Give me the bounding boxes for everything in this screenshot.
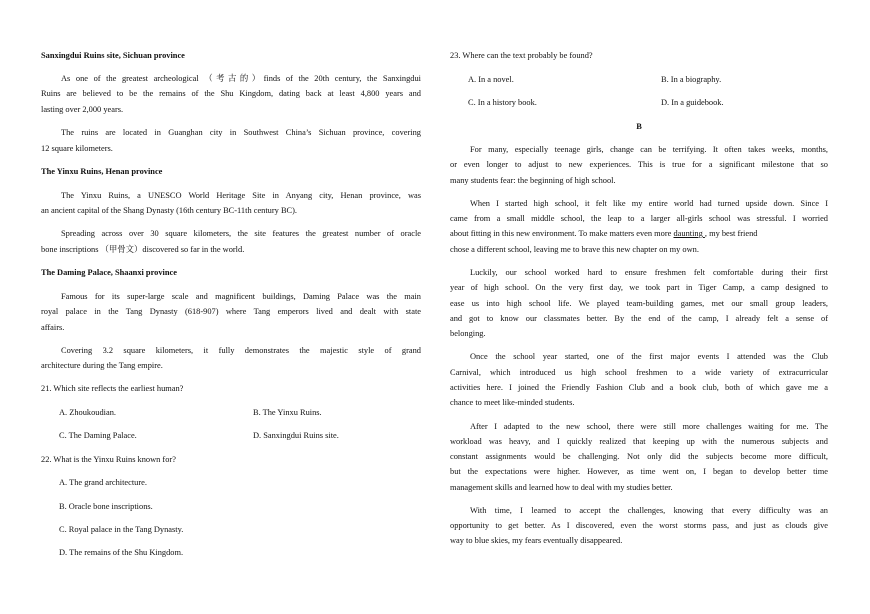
passage-line: opportunity to get better. As I discovered, even the worst storms pass, and just as clouds give [450,521,828,530]
passage-line: year of high school. On the very first day, we took part in Tiger Camp, a camp designed to [450,283,828,292]
question-22-stem: 22. What is the Yinxu Ruins known for? [41,455,176,464]
passage-line: For many, especially teenage girls, change can be terrifying. It often takes weeks, months, [470,145,828,154]
passage-line: chose a different school, leaving me to brave this new chapter on my own. [450,245,699,254]
passage-line: When I started high school, it felt like my entire world had turned upside down. Since I [470,199,828,208]
section-heading-daming: The Daming Palace, Shaanxi province [41,268,177,277]
question-23-option-b[interactable]: B. In a biography. [661,75,722,84]
passage-line: Luckily, our school worked hard to ensure freshmen felt comfortable during their first [470,268,828,277]
passage-line: or even longer to adjust to new experiences. This is true for a significant milestone that so [450,160,828,169]
question-23-option-c[interactable]: C. In a history book. [468,98,537,107]
paragraph-line: architecture during the Tang empire. [41,361,163,370]
passage-text: , my best friend [704,229,758,238]
paragraph-line: 12 square kilometers. [41,144,113,153]
underlined-word-daunting: daunting [673,229,705,238]
paragraph-line: As one of the greatest archeological （考古的）finds of the 20th century, the Sanxingdui [61,74,421,83]
passage-line: management skills and learned how to deal with my studies better. [450,483,673,492]
question-21-option-a[interactable]: A. Zhoukoudian. [59,408,116,417]
passage-line: ease us into high school life. We played team-building games, met our small group leaders, [450,299,828,308]
question-23-option-a[interactable]: A. In a novel. [468,75,514,84]
passage-line: activities here. I joined the Friendly Fashion Club and a book club, both of which gave me a [450,383,828,392]
question-21-option-c[interactable]: C. The Daming Palace. [59,431,137,440]
paragraph-line: The Yinxu Ruins, a UNESCO World Heritage Site in Anyang city, Henan province, was [61,191,421,200]
paragraph-line: Covering 3.2 square kilometers, it fully demonstrates the majestic style of grand [61,346,421,355]
passage-line: but the expectations were higher. However, as time went on, I began to develop better time [450,467,828,476]
passage-line: With time, I learned to accept the challenges, knowing that every difficulty was an [470,506,828,515]
passage-line: belonging. [450,329,486,338]
question-22-option-d[interactable]: D. The remains of the Shu Kingdom. [59,548,184,557]
question-23-stem: 23. Where can the text probably be found? [450,51,593,60]
passage-line: Once the school year started, one of the first major events I attended was the Club [470,352,828,361]
passage-text: about fitting in this new environment. To make matters even more [450,229,674,238]
passage-line: workload was heavy, and I quickly realized that keeping up with the numerous subjects and [450,437,828,446]
question-22-option-c[interactable]: C. Royal palace in the Tang Dynasty. [59,525,184,534]
paragraph-line: Famous for its super-large scale and magnificent buildings, Daming Palace was the main [61,292,421,301]
question-21-option-d[interactable]: D. Sanxingdui Ruins site. [253,431,339,440]
passage-line: came from a small middle school, the leap to a larger all-girls school was stressful. I worried [450,214,828,223]
passage-line-with-underlined-word [450,228,828,239]
paragraph-line: lasting over 2,000 years. [41,105,124,114]
question-21-stem: 21. Which site reflects the earliest human? [41,384,184,393]
paragraph-line: Spreading across over 30 square kilometers, the site features the greatest number of oracle [61,229,421,238]
passage-line: constant assignments would be challenging. Not only did the subjects become more difficult, [450,452,828,461]
paragraph-line: Ruins are believed to be the remains of the Shu Kingdom, dating back at least 4,800 years and [41,89,421,98]
question-23-option-d[interactable]: D. In a guidebook. [661,98,724,107]
passage-line: chance to meet like-minded students. [450,398,575,407]
passage-line: After I adapted to the new school, there were still more challenges waiting for me. The [470,422,828,431]
section-heading-sanxingdui: Sanxingdui Ruins site, Sichuan province [41,51,185,60]
paragraph-line: affairs. [41,323,65,332]
passage-line: way to blue skies, my fears eventually disappeared. [450,536,623,545]
question-21-option-b[interactable]: B. The Yinxu Ruins. [253,408,322,417]
passage-line: Carnival, which introduced us high school freshmen to a wide variety of extracurricular [450,368,828,377]
section-label-b: B [636,122,642,131]
question-22-option-a[interactable]: A. The grand architecture. [59,478,147,487]
paragraph-line: bone inscriptions （甲骨文）discovered so far in the world. [41,245,245,254]
question-22-option-b[interactable]: B. Oracle bone inscriptions. [59,502,153,511]
passage-line: many students fear: the beginning of high school. [450,176,616,185]
paragraph-line: an ancient capital of the Shang Dynasty (16th century BC-11th century BC). [41,206,297,215]
paragraph-line: The ruins are located in Guanghan city in Southwest China’s Sichuan province, covering [61,128,421,137]
passage-line: and got to know our classmates better. By the end of the camp, I already felt a sense of [450,314,828,323]
paragraph-line: royal palace in the Tang Dynasty (618-907) where Tang emperors lived and dealt with state [41,307,421,316]
section-heading-yinxu: The Yinxu Ruins, Henan province [41,167,163,176]
